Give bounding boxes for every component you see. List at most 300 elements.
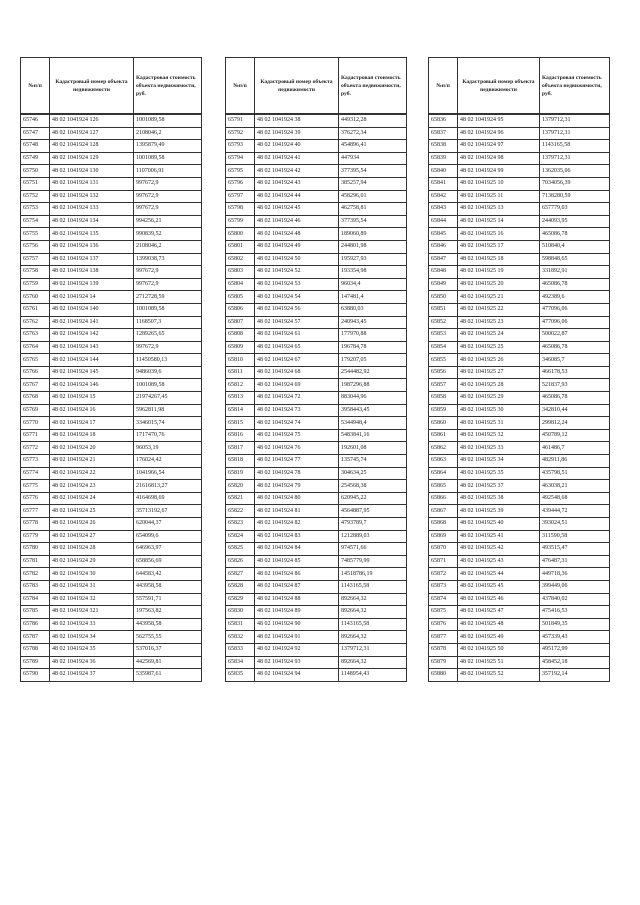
table-row bbox=[21, 316, 202, 329]
row-number: 65859 bbox=[429, 404, 458, 417]
cadastral-number: 48 02 1041924 32 bbox=[50, 593, 134, 606]
table-row bbox=[226, 643, 407, 656]
row-number: 65837 bbox=[429, 127, 458, 140]
row-number: 65755 bbox=[21, 228, 50, 241]
table-row bbox=[21, 404, 202, 417]
cadastral-cost: 385257,94 bbox=[339, 177, 407, 190]
cadastral-number: 48 02 1041924 26 bbox=[50, 518, 134, 531]
cadastral-number: 48 02 1041924 18 bbox=[50, 429, 134, 442]
cadastral-cost: 495172,99 bbox=[540, 643, 610, 656]
row-number: 65843 bbox=[429, 203, 458, 216]
table-row bbox=[226, 417, 407, 430]
table-row bbox=[429, 165, 610, 178]
row-number: 65809 bbox=[226, 341, 255, 354]
row-number: 65836 bbox=[429, 114, 458, 127]
row-number: 65804 bbox=[226, 278, 255, 291]
cadastral-cost: 2544482,92 bbox=[339, 366, 407, 379]
row-number: 65821 bbox=[226, 492, 255, 505]
table-row bbox=[226, 379, 407, 392]
cadastral-cost: 4793789,7 bbox=[339, 518, 407, 531]
row-number: 65817 bbox=[226, 442, 255, 455]
cadastral-cost: 997672,9 bbox=[134, 266, 202, 279]
row-number: 65853 bbox=[429, 329, 458, 342]
cadastral-cost: 1379712,31 bbox=[540, 114, 610, 127]
row-number: 65828 bbox=[226, 580, 255, 593]
cadastral-cost: 5483841,16 bbox=[339, 429, 407, 442]
cadastral-cost: 997672,9 bbox=[134, 203, 202, 216]
cadastral-cost: 21616813,27 bbox=[134, 480, 202, 493]
cadastral-cost: 63880,03 bbox=[339, 303, 407, 316]
cadastral-number: 48 02 1041924 146 bbox=[50, 379, 134, 392]
cadastral-cost: 562755,55 bbox=[134, 631, 202, 644]
cadastral-cost: 598848,65 bbox=[540, 253, 610, 266]
row-number: 65769 bbox=[21, 404, 50, 417]
cadastral-number: 48 02 1041925 45 bbox=[458, 580, 540, 593]
table-row bbox=[226, 669, 407, 682]
row-number: 65766 bbox=[21, 366, 50, 379]
table-row bbox=[429, 643, 610, 656]
table-body bbox=[429, 114, 610, 681]
table-row bbox=[429, 555, 610, 568]
cadastral-cost: 240943,45 bbox=[339, 316, 407, 329]
cadastral-cost: 5344948,4 bbox=[339, 417, 407, 430]
cadastral-cost: 482911,86 bbox=[540, 455, 610, 468]
row-number: 65795 bbox=[226, 165, 255, 178]
cadastral-cost: 994256,21 bbox=[134, 215, 202, 228]
table-row bbox=[226, 215, 407, 228]
cadastral-cost: 1289265,65 bbox=[134, 329, 202, 342]
row-number: 65819 bbox=[226, 467, 255, 480]
cadastral-number: 48 02 1041924 73 bbox=[255, 404, 339, 417]
cadastral-cost: 1107006,91 bbox=[134, 165, 202, 178]
cadastral-cost: 997672,9 bbox=[134, 177, 202, 190]
cadastral-number: 48 02 1041924 132 bbox=[50, 190, 134, 203]
table-row bbox=[21, 505, 202, 518]
table-row bbox=[429, 329, 610, 342]
table-row bbox=[21, 518, 202, 531]
cadastral-cost: 463038,21 bbox=[540, 480, 610, 493]
cadastral-number: 48 02 1041925 34 bbox=[458, 455, 540, 468]
cadastral-cost: 557591,71 bbox=[134, 593, 202, 606]
table-row bbox=[429, 543, 610, 556]
row-number: 65822 bbox=[226, 505, 255, 518]
header-cadastral-cost: Кадастровая стоимость объекта недвижимости, руб. bbox=[134, 58, 202, 115]
row-number: 65759 bbox=[21, 278, 50, 291]
cadastral-number: 48 02 1041925 18 bbox=[458, 253, 540, 266]
cadastral-cost: 304634,25 bbox=[339, 467, 407, 480]
cadastral-number: 48 02 1041924 38 bbox=[255, 114, 339, 127]
table-row bbox=[21, 417, 202, 430]
cadastral-number: 48 02 1041925 21 bbox=[458, 291, 540, 304]
cadastral-cost: 443958,58 bbox=[134, 580, 202, 593]
row-number: 65756 bbox=[21, 240, 50, 253]
cadastral-number: 48 02 1041925 52 bbox=[458, 669, 540, 682]
cadastral-number: 48 02 1041924 23 bbox=[50, 480, 134, 493]
cadastral-number: 48 02 1041924 67 bbox=[255, 354, 339, 367]
cadastral-cost: 475416,53 bbox=[540, 606, 610, 619]
cadastral-cost: 3958443,45 bbox=[339, 404, 407, 417]
row-number: 65851 bbox=[429, 303, 458, 316]
cadastral-number: 48 02 1041925 23 bbox=[458, 316, 540, 329]
cadastral-cost: 974571,66 bbox=[339, 543, 407, 556]
cadastral-cost: 179207,05 bbox=[339, 354, 407, 367]
cadastral-number: 48 02 1041925 26 bbox=[458, 354, 540, 367]
cadastral-number: 48 02 1041925 38 bbox=[458, 492, 540, 505]
table-row bbox=[429, 127, 610, 140]
cadastral-number: 48 02 1041924 29 bbox=[50, 555, 134, 568]
table-row bbox=[226, 492, 407, 505]
table-row bbox=[429, 580, 610, 593]
cadastral-number: 48 02 1041924 42 bbox=[255, 165, 339, 178]
table-row bbox=[21, 341, 202, 354]
row-number: 65880 bbox=[429, 669, 458, 682]
cadastral-number: 48 02 1041925 50 bbox=[458, 643, 540, 656]
row-number: 65829 bbox=[226, 593, 255, 606]
row-number: 65776 bbox=[21, 492, 50, 505]
cadastral-number: 48 02 1041924 126 bbox=[50, 114, 134, 127]
cadastral-number: 48 02 1041924 78 bbox=[255, 467, 339, 480]
cadastral-cost: 654099,6 bbox=[134, 530, 202, 543]
cadastral-cost: 1362035,06 bbox=[540, 165, 610, 178]
cadastral-number: 48 02 1041924 84 bbox=[255, 543, 339, 556]
cadastral-cost: 4564887,95 bbox=[339, 505, 407, 518]
row-number: 65778 bbox=[21, 518, 50, 531]
cadastral-number: 48 02 1041924 77 bbox=[255, 455, 339, 468]
cadastral-cost: 244801,98 bbox=[339, 240, 407, 253]
cadastral-number: 48 02 1041924 16 bbox=[50, 404, 134, 417]
cadastral-number: 48 02 1041924 131 bbox=[50, 177, 134, 190]
cadastral-number: 48 02 1041924 21 bbox=[50, 455, 134, 468]
table-row bbox=[21, 606, 202, 619]
table-row bbox=[226, 228, 407, 241]
row-number: 65802 bbox=[226, 253, 255, 266]
cadastral-number: 48 02 1041924 43 bbox=[255, 177, 339, 190]
cadastral-number: 48 02 1041924 40 bbox=[255, 140, 339, 153]
row-number: 65798 bbox=[226, 203, 255, 216]
table-row bbox=[226, 316, 407, 329]
row-number: 65801 bbox=[226, 240, 255, 253]
cadastral-number: 48 02 1041925 43 bbox=[458, 555, 540, 568]
row-number: 65832 bbox=[226, 631, 255, 644]
cadastral-number: 48 02 1041925 37 bbox=[458, 480, 540, 493]
cadastral-number: 48 02 1041925 35 bbox=[458, 467, 540, 480]
cadastral-number: 48 02 1041924 85 bbox=[255, 555, 339, 568]
cadastral-number: 48 02 1041924 34 bbox=[50, 631, 134, 644]
table-row bbox=[226, 303, 407, 316]
row-number: 65857 bbox=[429, 379, 458, 392]
table-row bbox=[226, 555, 407, 568]
table-row bbox=[21, 366, 202, 379]
table-row bbox=[21, 618, 202, 631]
row-number: 65858 bbox=[429, 392, 458, 405]
row-number: 65825 bbox=[226, 543, 255, 556]
cadastral-number: 48 02 1041924 30 bbox=[50, 568, 134, 581]
cadastral-number: 48 02 1041925 16 bbox=[458, 228, 540, 241]
table-row bbox=[429, 316, 610, 329]
row-number: 65869 bbox=[429, 530, 458, 543]
cadastral-cost: 521837,93 bbox=[540, 379, 610, 392]
row-number: 65779 bbox=[21, 530, 50, 543]
table-row bbox=[429, 492, 610, 505]
table-row bbox=[21, 140, 202, 153]
table-row bbox=[21, 669, 202, 682]
cadastral-cost: 4164698,69 bbox=[134, 492, 202, 505]
cadastral-number: 48 02 1041925 39 bbox=[458, 505, 540, 518]
cadastral-cost: 450789,12 bbox=[540, 429, 610, 442]
header-cadastral-number: Кадастровый номер объекта недвижимости bbox=[255, 58, 339, 115]
cadastral-number: 48 02 1041924 128 bbox=[50, 140, 134, 153]
table-row bbox=[226, 329, 407, 342]
row-number: 65854 bbox=[429, 341, 458, 354]
row-number: 65785 bbox=[21, 606, 50, 619]
cadastral-cost: 35713192,67 bbox=[134, 505, 202, 518]
row-number: 65856 bbox=[429, 366, 458, 379]
cadastral-cost: 657779,03 bbox=[540, 203, 610, 216]
table-row bbox=[21, 329, 202, 342]
table-row bbox=[226, 190, 407, 203]
cadastral-number: 48 02 1041924 33 bbox=[50, 618, 134, 631]
table-row bbox=[429, 240, 610, 253]
row-number: 65811 bbox=[226, 366, 255, 379]
cadastral-cost: 493515,47 bbox=[540, 543, 610, 556]
cadastral-number: 48 02 1041924 56 bbox=[255, 303, 339, 316]
cadastral-number: 48 02 1041924 134 bbox=[50, 215, 134, 228]
cadastral-number: 48 02 1041924 72 bbox=[255, 392, 339, 405]
row-number: 65806 bbox=[226, 303, 255, 316]
cadastral-cost: 1143165,58 bbox=[339, 618, 407, 631]
cadastral-cost: 1212889,03 bbox=[339, 530, 407, 543]
table-row bbox=[226, 392, 407, 405]
row-number: 65864 bbox=[429, 467, 458, 480]
row-number: 65820 bbox=[226, 480, 255, 493]
table-row bbox=[429, 203, 610, 216]
row-number: 65838 bbox=[429, 140, 458, 153]
table-row bbox=[226, 341, 407, 354]
cadastral-number: 48 02 1041924 89 bbox=[255, 606, 339, 619]
cadastral-number: 48 02 1041924 25 bbox=[50, 505, 134, 518]
cadastral-number: 48 02 1041924 90 bbox=[255, 618, 339, 631]
cadastral-number: 48 02 1041924 130 bbox=[50, 165, 134, 178]
row-number: 65782 bbox=[21, 568, 50, 581]
row-number: 65877 bbox=[429, 631, 458, 644]
cadastral-cost: 476487,31 bbox=[540, 555, 610, 568]
table-row bbox=[429, 354, 610, 367]
table-row bbox=[226, 114, 407, 127]
row-number: 65839 bbox=[429, 152, 458, 165]
cadastral-cost: 465086,78 bbox=[540, 228, 610, 241]
row-number: 65812 bbox=[226, 379, 255, 392]
row-number: 65789 bbox=[21, 656, 50, 669]
row-number: 65746 bbox=[21, 114, 50, 127]
cadastral-number: 48 02 1041924 27 bbox=[50, 530, 134, 543]
cadastral-number: 48 02 1041924 61 bbox=[255, 329, 339, 342]
cadastral-cost: 620945,22 bbox=[339, 492, 407, 505]
row-number: 65777 bbox=[21, 505, 50, 518]
table-row bbox=[226, 480, 407, 493]
row-number: 65872 bbox=[429, 568, 458, 581]
header-cadastral-cost: Кадастровая стоимость объекта недвижимости, руб. bbox=[540, 58, 610, 115]
table-row bbox=[226, 127, 407, 140]
cadastral-table-2 bbox=[225, 57, 407, 682]
cadastral-number: 48 02 1041924 53 bbox=[255, 278, 339, 291]
row-number: 65764 bbox=[21, 341, 50, 354]
cadastral-cost: 997672,9 bbox=[134, 278, 202, 291]
cadastral-cost: 458296,01 bbox=[339, 190, 407, 203]
table-row bbox=[21, 568, 202, 581]
row-number: 65786 bbox=[21, 618, 50, 631]
table-row bbox=[21, 530, 202, 543]
cadastral-number: 48 02 1041924 88 bbox=[255, 593, 339, 606]
cadastral-number: 48 02 1041925 27 bbox=[458, 366, 540, 379]
table-row bbox=[226, 606, 407, 619]
table-row bbox=[226, 266, 407, 279]
table-row bbox=[226, 429, 407, 442]
cadastral-cost: 477096,06 bbox=[540, 316, 610, 329]
table-row bbox=[226, 530, 407, 543]
cadastral-number: 48 02 1041924 28 bbox=[50, 543, 134, 556]
table-row bbox=[226, 203, 407, 216]
cadastral-cost: 1379712,31 bbox=[339, 643, 407, 656]
cadastral-number: 48 02 1041924 139 bbox=[50, 278, 134, 291]
table-header-row bbox=[429, 58, 610, 115]
cadastral-number: 48 02 1041924 99 bbox=[458, 165, 540, 178]
row-number: 65867 bbox=[429, 505, 458, 518]
table-row bbox=[429, 366, 610, 379]
row-number: 65749 bbox=[21, 152, 50, 165]
table-row bbox=[429, 190, 610, 203]
cadastral-cost: 311590,58 bbox=[540, 530, 610, 543]
table-header-row bbox=[21, 58, 202, 115]
table-row bbox=[21, 643, 202, 656]
cadastral-number: 48 02 1041924 133 bbox=[50, 203, 134, 216]
row-number: 65757 bbox=[21, 253, 50, 266]
cadastral-number: 48 02 1041925 40 bbox=[458, 518, 540, 531]
row-number: 65788 bbox=[21, 643, 50, 656]
cadastral-number: 48 02 1041925 29 bbox=[458, 392, 540, 405]
cadastral-number: 48 02 1041924 136 bbox=[50, 240, 134, 253]
table-row bbox=[21, 203, 202, 216]
cadastral-cost: 7034056,39 bbox=[540, 177, 610, 190]
cadastral-cost: 510840,4 bbox=[540, 240, 610, 253]
table-row bbox=[429, 669, 610, 682]
table-row bbox=[21, 429, 202, 442]
cadastral-cost: 1001089,58 bbox=[134, 303, 202, 316]
row-number: 65850 bbox=[429, 291, 458, 304]
row-number: 65862 bbox=[429, 442, 458, 455]
cadastral-number: 48 02 1041924 135 bbox=[50, 228, 134, 241]
header-num: №п/п bbox=[429, 58, 458, 115]
row-number: 65797 bbox=[226, 190, 255, 203]
row-number: 65874 bbox=[429, 593, 458, 606]
cadastral-number: 48 02 1041924 37 bbox=[50, 669, 134, 682]
cadastral-number: 48 02 1041924 143 bbox=[50, 341, 134, 354]
cadastral-cost: 466178,53 bbox=[540, 366, 610, 379]
table-row bbox=[21, 467, 202, 480]
row-number: 65772 bbox=[21, 442, 50, 455]
row-number: 65823 bbox=[226, 518, 255, 531]
cadastral-cost: 176024,42 bbox=[134, 455, 202, 468]
table-row bbox=[21, 492, 202, 505]
row-number: 65865 bbox=[429, 480, 458, 493]
row-number: 65878 bbox=[429, 643, 458, 656]
cadastral-number: 48 02 1041924 145 bbox=[50, 366, 134, 379]
cadastral-number: 48 02 1041924 17 bbox=[50, 417, 134, 430]
cadastral-cost: 197563,82 bbox=[134, 606, 202, 619]
cadastral-cost: 1987296,88 bbox=[339, 379, 407, 392]
row-number: 65783 bbox=[21, 580, 50, 593]
cadastral-number: 48 02 1041924 49 bbox=[255, 240, 339, 253]
cadastral-cost: 437840,02 bbox=[540, 593, 610, 606]
cadastral-number: 48 02 1041924 41 bbox=[255, 152, 339, 165]
cadastral-number: 48 02 1041924 54 bbox=[255, 291, 339, 304]
table-row bbox=[226, 442, 407, 455]
row-number: 65816 bbox=[226, 429, 255, 442]
row-number: 65824 bbox=[226, 530, 255, 543]
cadastral-cost: 1041966,54 bbox=[134, 467, 202, 480]
cadastral-number: 48 02 1041924 144 bbox=[50, 354, 134, 367]
table-row bbox=[429, 177, 610, 190]
row-number: 65855 bbox=[429, 354, 458, 367]
cadastral-cost: 447934 bbox=[339, 152, 407, 165]
table-row bbox=[21, 278, 202, 291]
cadastral-number: 48 02 1041924 91 bbox=[255, 631, 339, 644]
cadastral-cost: 492548,68 bbox=[540, 492, 610, 505]
table-row bbox=[226, 253, 407, 266]
row-number: 65773 bbox=[21, 455, 50, 468]
row-number: 65835 bbox=[226, 669, 255, 682]
cadastral-number: 48 02 1041924 36 bbox=[50, 656, 134, 669]
table-row bbox=[429, 392, 610, 405]
cadastral-cost: 1717470,76 bbox=[134, 429, 202, 442]
row-number: 65815 bbox=[226, 417, 255, 430]
cadastral-number: 48 02 1041925 20 bbox=[458, 278, 540, 291]
cadastral-cost: 147481,4 bbox=[339, 291, 407, 304]
row-number: 65781 bbox=[21, 555, 50, 568]
cadastral-number: 48 02 1041925 51 bbox=[458, 656, 540, 669]
header-cadastral-number: Кадастровый номер объекта недвижимости bbox=[50, 58, 134, 115]
table-header-row bbox=[226, 58, 407, 115]
cadastral-number: 48 02 1041924 141 bbox=[50, 316, 134, 329]
cadastral-cost: 500022,87 bbox=[540, 329, 610, 342]
cadastral-number: 48 02 1041925 10 bbox=[458, 177, 540, 190]
cadastral-cost: 195927,93 bbox=[339, 253, 407, 266]
row-number: 65750 bbox=[21, 165, 50, 178]
cadastral-cost: 658856,69 bbox=[134, 555, 202, 568]
row-number: 65875 bbox=[429, 606, 458, 619]
cadastral-number: 48 02 1041924 50 bbox=[255, 253, 339, 266]
cadastral-number: 48 02 1041924 137 bbox=[50, 253, 134, 266]
row-number: 65753 bbox=[21, 203, 50, 216]
row-number: 65747 bbox=[21, 127, 50, 140]
row-number: 65751 bbox=[21, 177, 50, 190]
cadastral-number: 48 02 1041924 24 bbox=[50, 492, 134, 505]
cadastral-cost: 7138280,59 bbox=[540, 190, 610, 203]
table-row bbox=[21, 543, 202, 556]
cadastral-cost: 7485779,99 bbox=[339, 555, 407, 568]
table-row bbox=[21, 127, 202, 140]
row-number: 65813 bbox=[226, 392, 255, 405]
row-number: 65808 bbox=[226, 329, 255, 342]
cadastral-number: 48 02 1041924 93 bbox=[255, 656, 339, 669]
cadastral-cost: 620044,37 bbox=[134, 518, 202, 531]
row-number: 65879 bbox=[429, 656, 458, 669]
row-number: 65761 bbox=[21, 303, 50, 316]
table-row bbox=[429, 518, 610, 531]
row-number: 65831 bbox=[226, 618, 255, 631]
cadastral-number: 48 02 1041924 79 bbox=[255, 480, 339, 493]
table-row bbox=[226, 455, 407, 468]
cadastral-number: 48 02 1041925 30 bbox=[458, 404, 540, 417]
